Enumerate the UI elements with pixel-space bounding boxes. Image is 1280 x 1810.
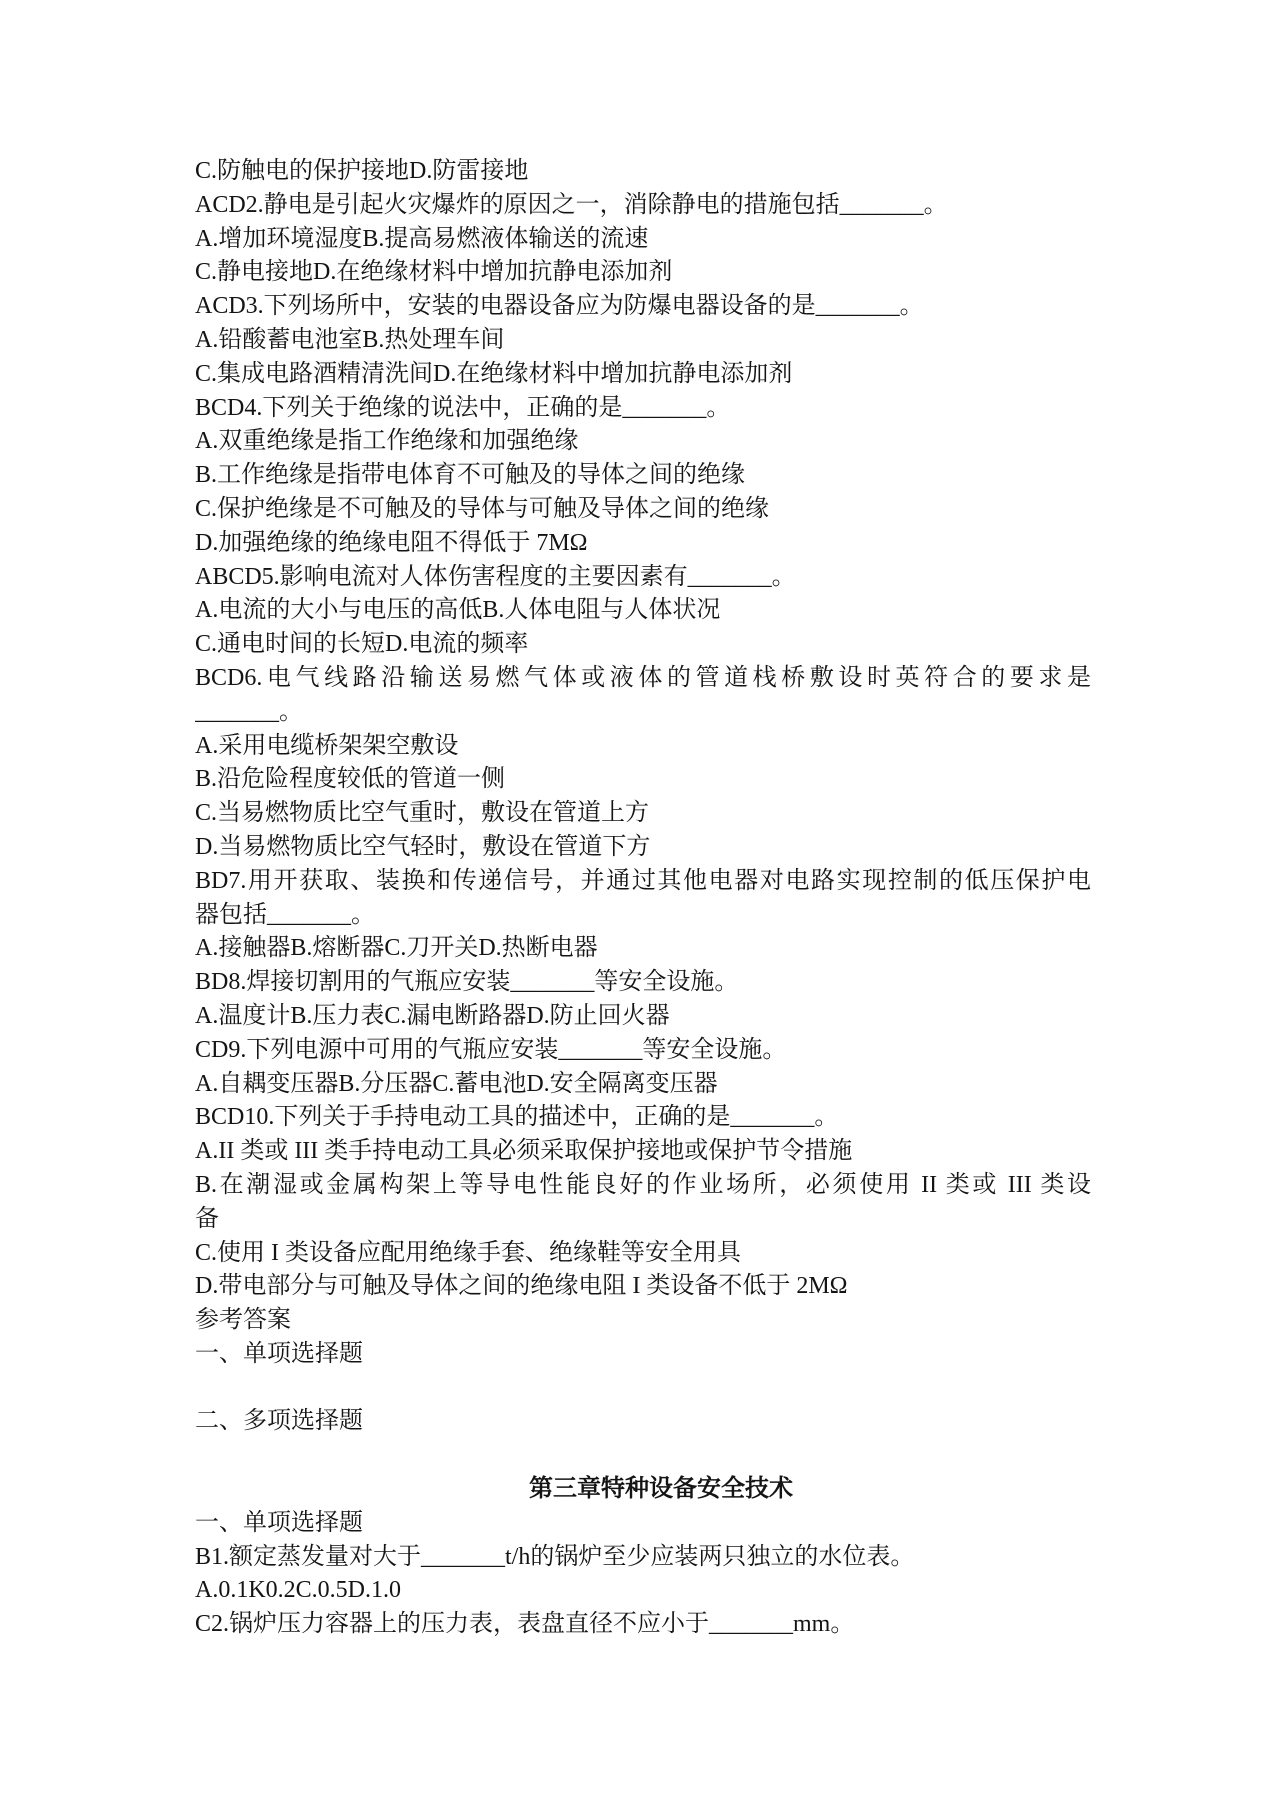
ch3-q1-options: A.0.1K0.2C.0.5D.1.0 xyxy=(195,1577,402,1604)
q3-option-line: A.铅酸蓄电池室B.热处理车间 xyxy=(195,326,505,353)
q7-stem: BD7.用开获取、装换和传递信号，并通过其他电器对电路实现控制的低压保护电 xyxy=(195,867,1091,894)
q10-option-line-continued: 备 xyxy=(195,1205,219,1232)
q5-stem: ABCD5.影响电流对人体伤害程度的主要因素有_______。 xyxy=(195,563,796,590)
spacer xyxy=(195,1439,1091,1473)
q5-option-line: C.通电时间的长短D.电流的频率 xyxy=(195,631,529,658)
q10-option-line: D.带电部分与可触及导体之间的绝缘电阻 I 类设备不低于 2MΩ xyxy=(195,1273,848,1300)
answer-key-multiple-choice: 二、多项选择题 xyxy=(195,1408,363,1435)
q2-option-line: C.静电接地D.在绝缘材料中增加抗静电添加剂 xyxy=(195,259,673,286)
q7-stem-continued: 器包括_______。 xyxy=(195,901,375,928)
q4-option-line: D.加强绝缘的绝缘电阻不得低于 7MΩ xyxy=(195,529,588,556)
q3-stem: ACD3.下列场所中，安装的电器设备应为防爆电器设备的是_______。 xyxy=(195,293,924,320)
spacer xyxy=(195,1372,1091,1406)
q3-option-line: C.集成电路酒精清洗间D.在绝缘材料中增加抗静电添加剂 xyxy=(195,360,793,387)
q5-option-line: A.电流的大小与电压的高低B.人体电阻与人体状况 xyxy=(195,597,721,624)
q6-option-line: C.当易燃物质比空气重时，敷设在管道上方 xyxy=(195,800,650,827)
q9-stem: CD9.下列电源中可用的气瓶应安装_______等安全设施。 xyxy=(195,1036,787,1063)
chapter-heading: 第三章特种设备安全技术 xyxy=(529,1476,793,1503)
q4-option-line: A.双重绝缘是指工作绝缘和加强绝缘 xyxy=(195,428,579,455)
answer-key-single-choice: 一、单项选择题 xyxy=(195,1340,363,1367)
ch3-q1-stem: B1.额定蒸发量对大于_______t/h的锅炉至少应装两只独立的水位表。 xyxy=(195,1543,915,1570)
q6-option-line: A.采用电缆桥架架空敷设 xyxy=(195,732,459,759)
q6-option-line: B.沿危险程度较低的管道一侧 xyxy=(195,766,506,793)
q2-option-line: A.增加环境湿度B.提高易燃液体输送的流速 xyxy=(195,225,649,252)
q10-stem: BCD10.下列关于手持电动工具的描述中，正确的是_______。 xyxy=(195,1104,839,1131)
q10-option-line: B.在潮湿或金属构架上等导电性能良好的作业场所，必须使用 II 类或 III 类设 xyxy=(195,1171,1091,1198)
q10-option-line: A.II 类或 III 类手持电动工具必须采取保护接地或保护节令措施 xyxy=(195,1138,853,1165)
q8-stem: BD8.焊接切割用的气瓶应安装_______等安全设施。 xyxy=(195,969,739,996)
answer-key-title: 参考答案 xyxy=(195,1307,291,1334)
q4-option-line: C.保护绝缘是不可触及的导体与可触及导体之间的绝缘 xyxy=(195,495,770,522)
q4-option-line: B.工作绝缘是指带电体育不可触及的导体之间的绝缘 xyxy=(195,462,746,489)
document-body xyxy=(195,155,1091,1642)
q1-option-line: C.防触电的保护接地D.防雷接地 xyxy=(195,158,529,184)
section-title: 一、单项选择题 xyxy=(195,1509,363,1536)
q6-option-line: D.当易燃物质比空气轻时，敷设在管道下方 xyxy=(195,833,651,860)
ch3-q2-stem: C2.锅炉压力容器上的压力表，表盘直径不应小于_______mm。 xyxy=(195,1611,855,1638)
q8-option-line: A.温度计B.压力表C.漏电断路器D.防止回火器 xyxy=(195,1002,670,1029)
q7-option-line: A.接触器B.熔断器C.刀开关D.热断电器 xyxy=(195,935,598,962)
q4-stem: BCD4.下列关于绝缘的说法中，正确的是_______。 xyxy=(195,394,731,421)
q10-option-line: C.使用 I 类设备应配用绝缘手套、绝缘鞋等安全用具 xyxy=(195,1239,741,1266)
q6-stem-continued: _______。 xyxy=(195,698,303,725)
q6-stem: BCD6.电气线路沿输送易燃气体或液体的管道栈桥敷设时英符合的要求是 xyxy=(195,664,1091,691)
q2-stem: ACD2.静电是引起火灾爆炸的原因之一，消除静电的措施包括_______。 xyxy=(195,191,948,218)
q9-option-line: A.自耦变压器B.分压器C.蓄电池D.安全隔离变压器 xyxy=(195,1070,718,1097)
